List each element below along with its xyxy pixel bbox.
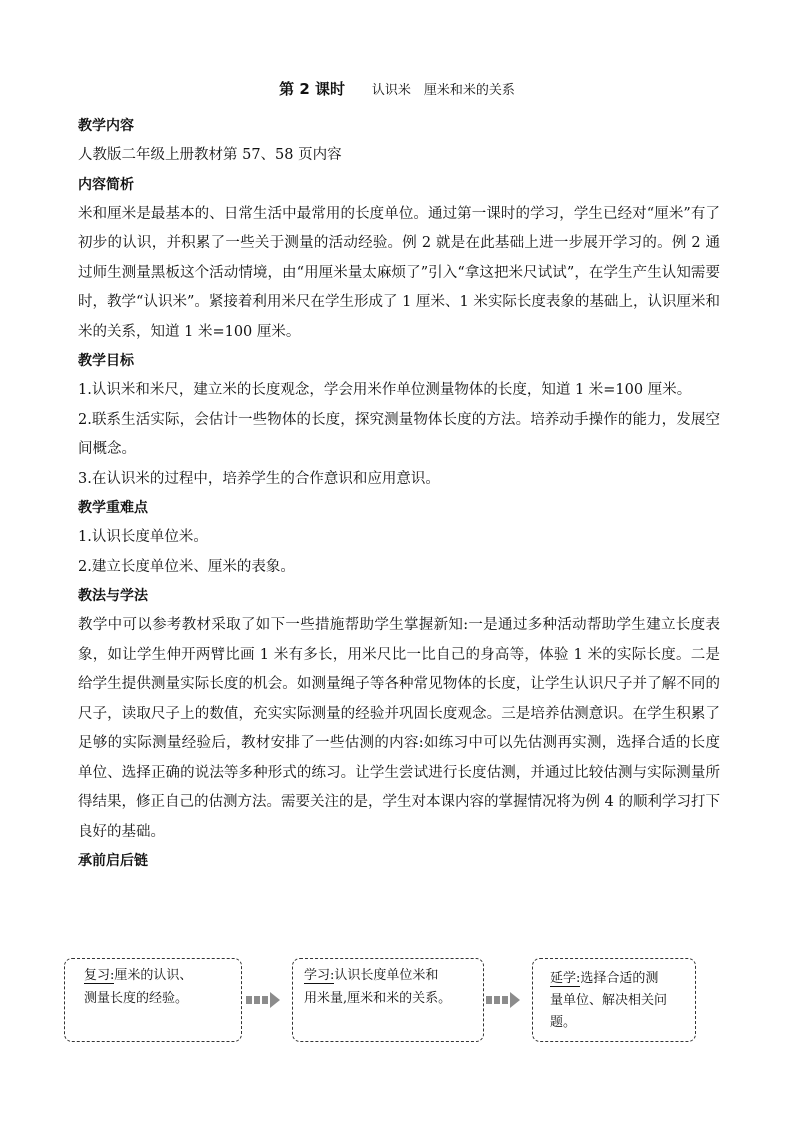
section-heading-key-points: 教学重难点 — [78, 500, 148, 516]
extend-line3: 题。 — [550, 1015, 577, 1030]
key-point-item: 2.建立长度单位米、厘米的表象。 — [78, 558, 295, 575]
review-line1: 厘米的认识、 — [114, 968, 193, 983]
goal-item: 1.认识米和米尺，建立米的长度观念，学会用米作单位测量物体的长度，知道 1 米=100 厘米。 — [78, 382, 692, 398]
content-text: 人教版二年级上册教材第 57、58 页内容 — [78, 147, 342, 163]
learn-label: 学习: — [304, 968, 335, 983]
summary-text: 米和厘米是最基本的、日常生活中最常用的长度单位。通过第一课时的学习，学生已经对“厘米”有了初步的认识，并积累了一些关于测量的活动经验。例 2 就是在此基础上进一步展开学习的。例 2 通过师生测量黑板这个活动情境，由“用厘米量太麻烦了”引入“拿这把米尺试试”，在学生产生认知需要时，教学“认识米”。紧接着利用米尺在学生形成了 1 厘米、1 米实际长度表象的基础上，认识厘米和米的关系，知道 1 米=100 厘米。 — [78, 205, 720, 340]
section-heading-goals: 教学目标 — [78, 353, 134, 369]
extend-line2: 量单位、解决相关问 — [550, 993, 668, 1008]
arrow-right-icon — [246, 992, 280, 1008]
review-label: 复习: — [84, 968, 115, 983]
review-text — [84, 964, 234, 1010]
arrow-right-icon — [486, 992, 520, 1008]
lesson-number: 第 2 课时 — [279, 80, 346, 98]
lesson-plan-body — [78, 112, 720, 876]
goal-item: 2.联系生活实际，会估计一些物体的长度，探究测量物体长度的方法。培养动手操作的能力，发展空间概念。 — [78, 411, 720, 457]
section-heading-methods: 教法与学法 — [78, 588, 148, 604]
review-line2: 测量长度的经验。 — [84, 991, 189, 1006]
section-heading-summary: 内容简析 — [78, 176, 134, 193]
learn-text — [304, 964, 484, 1010]
extend-text — [550, 968, 690, 1034]
lesson-topic: 认识米 厘米和米的关系 — [371, 83, 515, 98]
section-heading-content: 教学内容 — [78, 118, 134, 134]
extend-line1: 选择合适的测 — [580, 971, 659, 986]
learn-line1: 认识长度单位米和 — [334, 968, 439, 983]
section-heading-links: 承前启后链 — [78, 853, 148, 869]
learn-line2: 用米量,厘米和米的关系。 — [304, 991, 452, 1006]
key-point-item: 1.认识长度单位米。 — [78, 529, 208, 545]
methods-text: 教学中可以参考教材采取了如下一些措施帮助学生掌握新知:一是通过多种活动帮助学生建立长度表象，如让学生伸开两臂比画 1 米有多长，用米尺比一比自己的身高等，体验 1 米的实际长度。二是给学生提供测量实际长度的机会。如测量绳子等各种常见物体的长度，让学生认识尺子并了解不同的尺子，读取尺子上的数值，充实实际测量的经验并巩固长度观念。三是培养估测意识。在学生积累了足够的实际测量经验后，教材安排了一些估测的内容:如练习中可以先估测再实测，选择合适的长度单位、选择正确的说法等多种形式的练习。让学生尝试进行长度估测，并通过比较估测与实际测量所得结果，修正自己的估测方法。需要关注的是，学生对本课内容的掌握情况将为例 4 的顺利学习打下良好的基础。 — [78, 617, 720, 840]
page-title — [0, 78, 794, 99]
extend-label: 延学: — [550, 971, 581, 986]
goal-item: 3.在认识米的过程中，培养学生的合作意识和应用意识。 — [78, 470, 440, 487]
